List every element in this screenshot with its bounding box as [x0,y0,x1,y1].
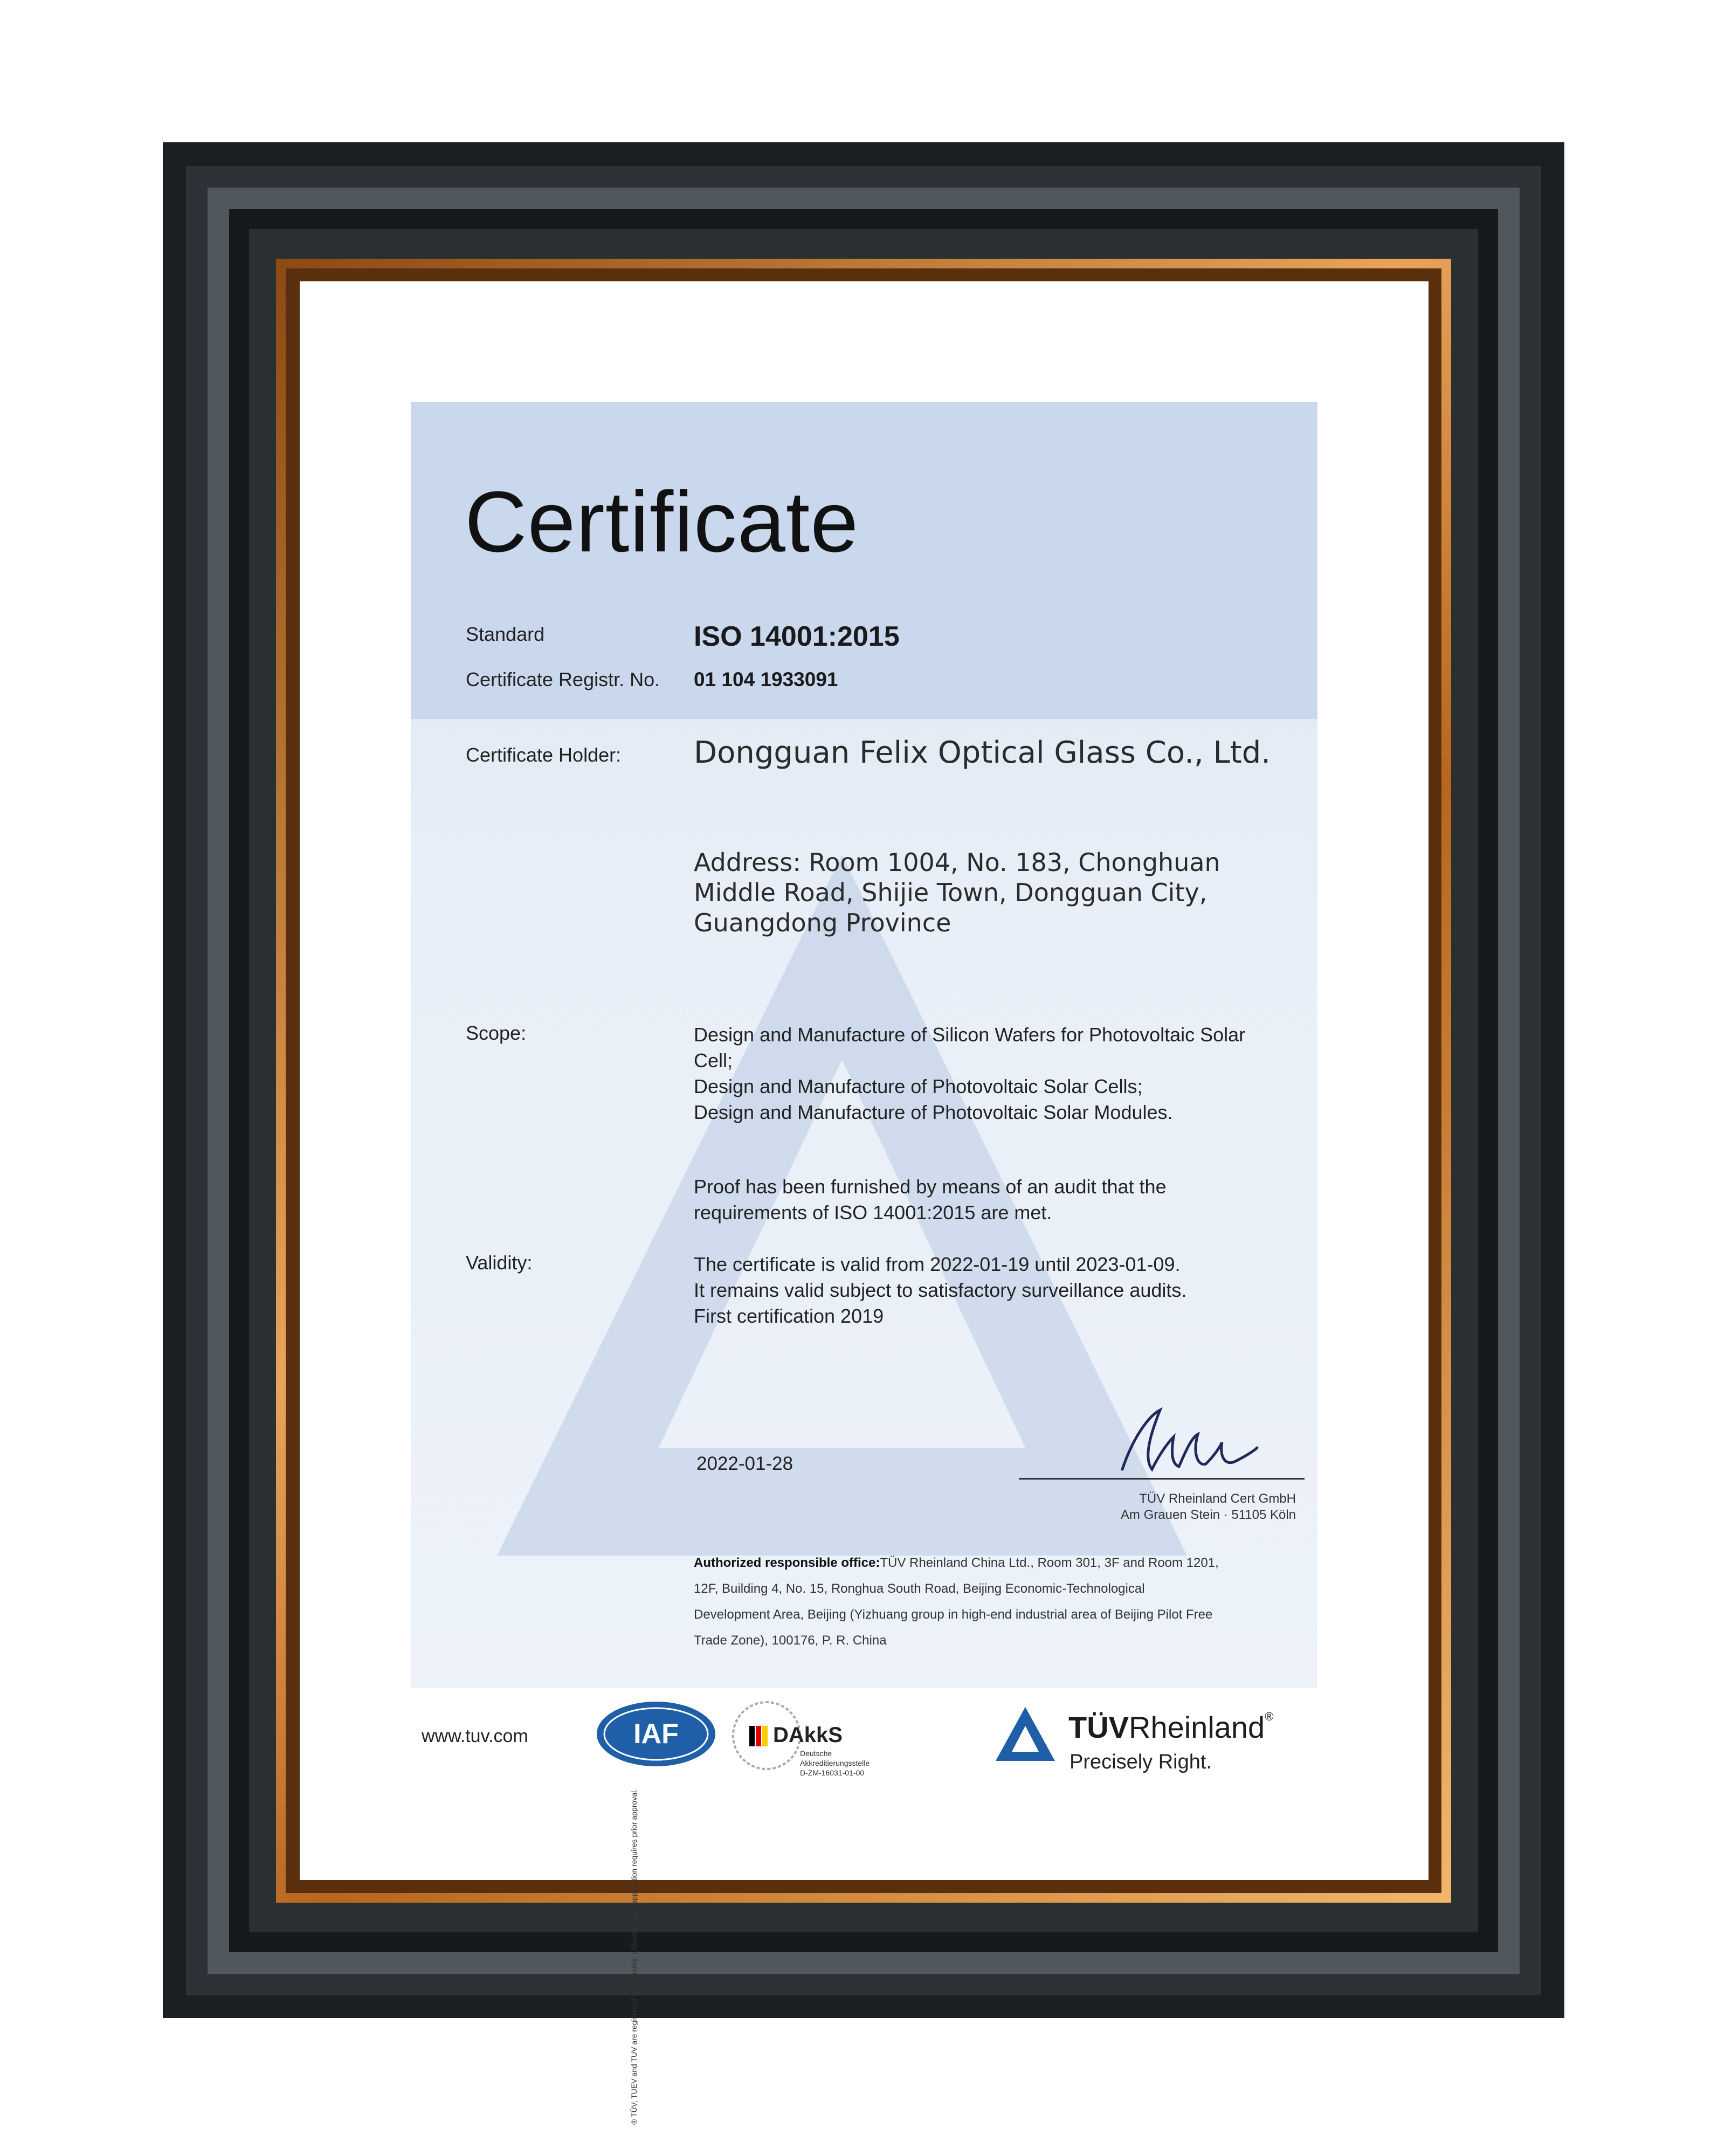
office-label: Authorized responsible office: [694,1556,880,1570]
tuv-brand [1068,1710,1273,1745]
holder-value: Dongguan Felix Optical Glass Co., Ltd. [694,735,1271,770]
proof-line: requirements of ISO 14001:2015 are met. [694,1201,1052,1224]
dakks-sub-line: D-ZM-16031-01-00 [800,1768,865,1777]
certificate-footer [411,1688,1317,1812]
holder-address [694,847,1220,938]
address-line: Address: Room 1004, No. 183, Chonghuan [694,848,1220,877]
validity-text [694,1252,1186,1329]
dakks-text: DAkkS [773,1723,843,1747]
website-link[interactable]: www.tuv.com [422,1726,528,1746]
iaf-logo-icon [594,1699,718,1769]
dakks-logo-icon [729,1692,912,1784]
holder-label: Certificate Holder: [466,744,622,766]
registr-value: 01 104 1933091 [694,668,838,690]
authorized-office [694,1550,1308,1654]
dakks-sub-line: Deutsche [800,1749,832,1758]
scope-line: Design and Manufacture of Photovoltaic Solar Modules. [694,1101,1173,1123]
office-line: TÜV Rheinland China Ltd., Room 301, 3F and Room 1201, [880,1556,1219,1570]
side-trademark-note: ® TÜV, TUEV and TUV are registered trademarks. Utilisation and application requires prior approval. [630,1789,638,2125]
standard-label: Standard [466,623,545,645]
registered-mark-icon: ® [1265,1710,1274,1723]
validity-line: It remains valid subject to satisfactory surveillance audits. [694,1279,1187,1301]
tuv-brand-rest: Rheinland [1129,1710,1265,1744]
office-line: 12F, Building 4, No. 15, Ronghua South Road, Beijing Economic-Technological [694,1581,1145,1596]
address-line: Middle Road, Shijie Town, Dongguan City, [694,878,1208,907]
standard-value: ISO 14001:2015 [694,621,900,652]
validity-line: The certificate is valid from 2022-01-19 until 2023-01-09. [694,1253,1181,1275]
address-line: Guangdong Province [694,908,951,937]
proof-text [694,1174,1167,1226]
office-line: Trade Zone), 100176, P. R. China [694,1633,887,1648]
issuer-line: TÜV Rheinland Cert GmbH [1139,1491,1296,1506]
scope-label: Scope: [466,1022,527,1044]
registr-label: Certificate Registr. No. [466,668,660,690]
scope-line: Cell; [694,1049,733,1072]
signature-icon [1112,1405,1262,1480]
validity-line: First certification 2019 [694,1305,884,1327]
certificate-document [411,402,1317,1688]
issuer-block [1121,1491,1296,1523]
validity-label: Validity: [466,1252,533,1274]
signature-line [1019,1478,1305,1480]
iaf-text: IAF [633,1718,679,1750]
certificate-title: Certificate [465,473,859,570]
office-line: Development Area, Beijing (Yizhuang group in high-end industrial area of Beijing Pilot Free [694,1607,1213,1622]
issue-date: 2022-01-28 [696,1453,794,1474]
tuv-slogan: Precisely Right. [1070,1751,1212,1773]
scope-line: Design and Manufacture of Silicon Wafers for Photovoltaic Solar [694,1024,1246,1046]
tuv-brand-bold: TÜV [1068,1710,1129,1744]
dakks-sub-line: Akkreditierungsstelle [800,1759,870,1767]
proof-line: Proof has been furnished by means of an audit that the [694,1176,1167,1198]
tuv-triangle-icon [993,1704,1058,1764]
issuer-line: Am Grauen Stein · 51105 Köln [1120,1508,1296,1522]
scope-line: Design and Manufacture of Photovoltaic Solar Cells; [694,1075,1143,1097]
scope-text [694,1022,1245,1125]
